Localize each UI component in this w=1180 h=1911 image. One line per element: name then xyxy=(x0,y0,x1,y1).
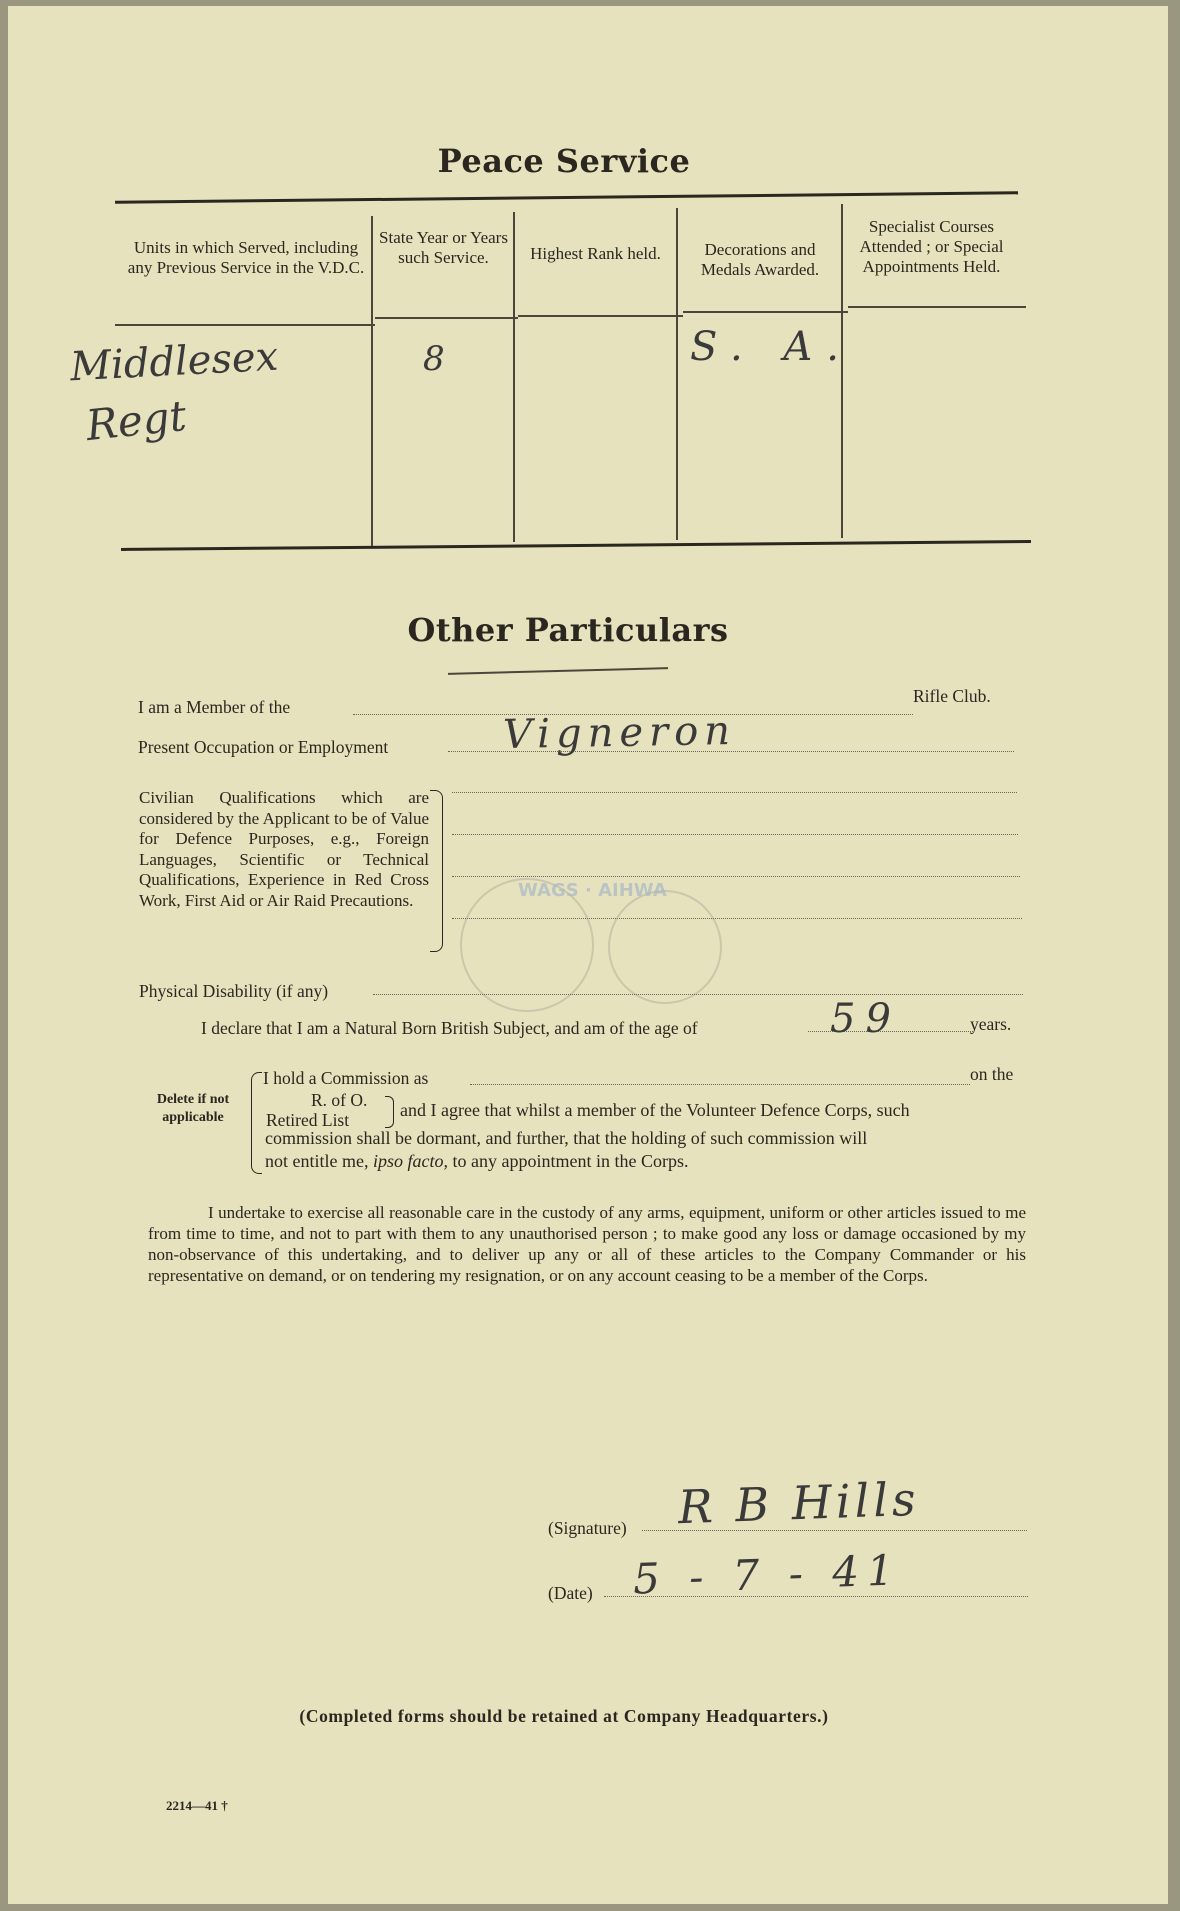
decorations-entry: S. A. xyxy=(690,324,854,370)
peace-service-title: Peace Service xyxy=(437,142,691,180)
other-particulars-title: Other Particulars xyxy=(407,611,729,649)
column-divider-4 xyxy=(841,204,843,538)
header-decorations: Decorations and Medals Awarded. xyxy=(700,240,820,279)
signature-label: (Signature) xyxy=(548,1518,627,1538)
dormant-text: commission shall be dormant, and further, that the holding of such commission will xyxy=(265,1128,868,1148)
header-units: Units in which Served, including any Previous Service in the V.D.C. xyxy=(127,238,365,277)
watermark-text: WAGS · AIHWA xyxy=(518,880,667,901)
form-number: 2214—41 † xyxy=(166,1798,228,1813)
declare-label: I declare that I am a Natural Born British Subject, and am of the age of xyxy=(201,1018,698,1038)
unit-entry-line1: Middlesex xyxy=(68,333,280,391)
age-value: 59 xyxy=(830,996,901,1042)
footer-note: (Completed forms should be retained at Company Headquarters.) xyxy=(299,1706,829,1726)
header-underline-1 xyxy=(115,324,375,326)
table-top-rule xyxy=(115,191,1018,203)
header-underline-4 xyxy=(683,311,848,313)
civilian-qualifications-label: Civilian Qualifications which are considered by the Applicant to be of Value for Defence Purposes, e.g., Foreign Languages, Scientific or Technical Qualifications, Experience in Red Cross Work, First Aid or Air Raid Precautions. xyxy=(139,788,429,910)
column-divider-3 xyxy=(676,208,678,540)
years-suffix: years. xyxy=(970,1014,1012,1034)
civilian-field-3[interactable] xyxy=(452,864,1020,877)
commission-on-the: on the xyxy=(970,1064,1014,1084)
civilian-brace xyxy=(430,790,443,952)
occupation-label: Present Occupation or Employment xyxy=(138,737,389,757)
retired-list-label: Retired List xyxy=(266,1110,350,1130)
header-courses: Specialist Courses Attended ; or Special Appointments Held. xyxy=(859,217,1004,276)
header-rank: Highest Rank held. xyxy=(530,244,661,263)
rifle-club-label: Rifle Club. xyxy=(913,686,991,706)
column-divider-1 xyxy=(371,216,373,546)
date-label: (Date) xyxy=(548,1583,593,1603)
unit-entry-line2: Regt xyxy=(83,390,189,451)
title-flourish xyxy=(448,667,668,674)
ro-label: R. of O. xyxy=(311,1090,368,1110)
header-years: State Year or Years such Service. xyxy=(379,228,508,267)
header-underline-2 xyxy=(375,317,518,319)
header-underline-3 xyxy=(518,315,683,317)
disability-label: Physical Disability (if any) xyxy=(139,981,329,1001)
member-label: I am a Member of the xyxy=(138,697,291,717)
entitle-text: not entitle me, ipso facto, to any appointment in the Corps. xyxy=(265,1151,689,1171)
table-bottom-rule xyxy=(121,540,1031,551)
commission-label: I hold a Commission as xyxy=(263,1068,429,1088)
undertaking-paragraph: I undertake to exercise all reasonable care in the custody of any arms, equipment, uniform or other articles issued to me from time to time, and not to part with them to any unauthorised person ; to make good any loss or damage occasioned by my non-observance of this undertaking, and to deliver up any or all of these articles to the Company Commander or his representative on demand, or on tendering my resignation, or on any account ceasing to be a member of the Corps. xyxy=(148,1203,1026,1285)
header-underline-5 xyxy=(848,306,1026,308)
civilian-field-1[interactable] xyxy=(452,780,1017,793)
occupation-value: Vigneron xyxy=(502,707,737,759)
date-value: 5 - 7 - 41 xyxy=(632,1545,903,1604)
agree-text: and I agree that whilst a member of the Volunteer Defence Corps, such xyxy=(400,1100,910,1120)
delete-if-not-applicable: Delete if not applicable xyxy=(156,1092,230,1125)
ro-brace xyxy=(385,1096,394,1128)
disability-field[interactable] xyxy=(373,980,1023,995)
delete-brace xyxy=(251,1072,262,1174)
column-divider-2 xyxy=(513,212,515,542)
signature-value: R B Hills xyxy=(677,1471,921,1535)
civilian-field-2[interactable] xyxy=(452,822,1018,835)
years-entry: 8 xyxy=(423,339,445,379)
commission-field[interactable] xyxy=(470,1070,970,1085)
form-sheet xyxy=(8,6,1168,1904)
